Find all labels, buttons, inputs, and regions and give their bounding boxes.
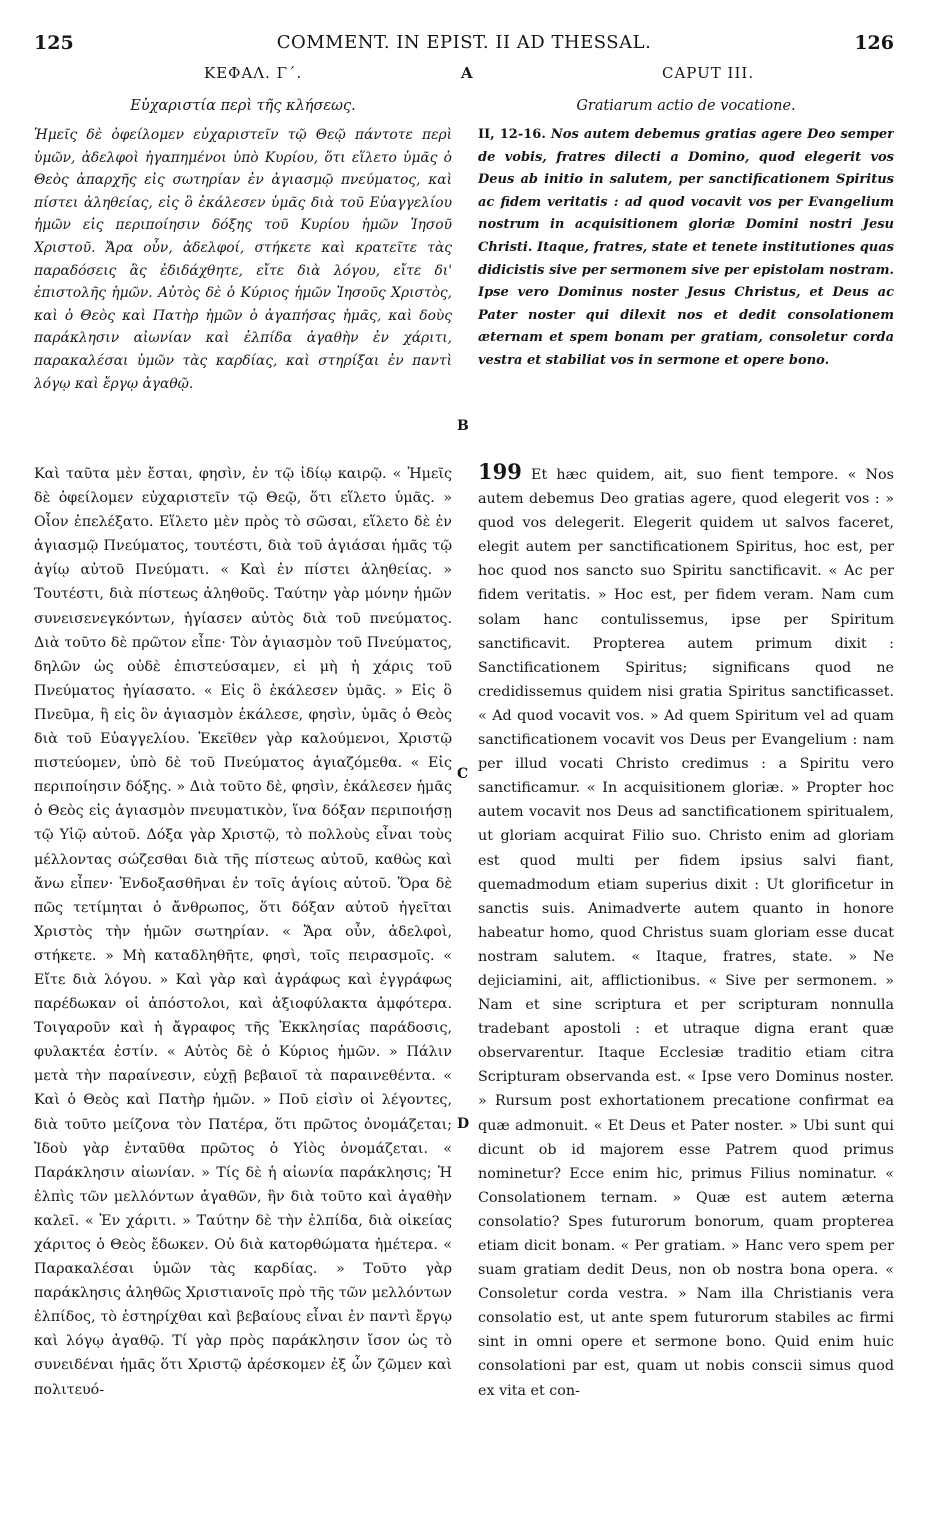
chapter-heading [34,64,894,88]
latin-commentary: Et hæc quidem, ait, suo fient tempore. « Nos autem debemus Deo gratias agere, quod elegerit vos : » quod vos delegerit. Elegerit quidem ut salvos faceret, elegit autem per sanctificationem Spiritus, hoc est, per hoc quod nos sancto suo Spiritu sanctificavit. « Ac per fidem veritatis. » Hoc est, per fidem veram. Nam cum solam hanc contulissemus, ipse per Spiritum sanctificavit. Propterea autem primum dixit : Sanctificationem Spiritus; significans quod ne credidissemus quidem nisi gratia Spiritus sanctificasset. « Ad quod vocavit vos. » Ad quem Spiritum vel ad quam sanctificationem vocavit vos Deus per Evangelium : nam per illud vocati Christo credimus : a Spiritu vero sanctificamur. « In acquisitionem gloriæ. » Propter hoc autem vocavit nos Deus ad sanctificationem spiritualem, ut gloriam acquirat Filio suo. Christo enim ad gloriam est quod multi per fidem ipsius salvi fiant, quemadmodum etiam superius dixit : Ut glorificetur in sanctis suis. Animadverte autem quanto in honore habeatur homo, quod Christus suam gloriam esse ducat nostram salutem. « Itaque, fratres, state. » Ne dejiciamini, ait, afflictionibus. « Sive per sermonem. » Nam et sine scriptura et per scripturam nonnulla tradebant apostoli : et utraque digna erant quæ observarentur. Itaque Ecclesiæ traditio etiam citra Scripturam observanda est. « Ipse vero Dominus noster. » Rursum post exhortationem precatione confirmat ea quæ admonuit. « Et Deus et Pater noster. » Ubi sunt qui dicunt ob id majorem esse Patrem quod primus nominetur? Ecce enim hic, primus Filius nominatur. « Consolationem ternam. » Quæ est autem æterna consolatio? Spes futurorum bonorum, quam propterea etiam dicit bonam. « Per gratiam. » Hanc vero spem per suam gratiam dedit Deus, non ob nostra bona opera. « Consoletur corda vestra. » Nam illa Christianis vera consolatio est, ut ante spem futurorum stabiles ac firmi sint in omni opere et sermone bono. Quid enim huic consolationi par est, quam ut nobis conscii simus quod ex vita et con- [478,467,894,1399]
running-title: COMMENT. IN EPIST. II AD THESSAL. [276,32,652,53]
greek-scripture-text: Ἡμεῖς δὲ ὀφείλομεν εὐχαριστεῖν τῷ Θεῷ πάντοτε περὶ ὑμῶν, ἀδελφοὶ ἠγαπημένοι ὑπὸ Κυρίου, ὅτι εἵλετο ὑμᾶς ὁ Θεὸς ἀπαρχῆς εἰς σωτηρίαν ἐν ἁγιασμῷ πνεύματος, καὶ πίστει ἀληθείας, εἰς ὃ ἐκάλεσεν ὑμᾶς διὰ τοῦ Εὐαγγελίου ἡμῶν εἰς περιποίησιν δόξης τοῦ Κυρίου ἡμῶν Ἰησοῦ Χριστοῦ. Ἄρα οὖν, ἀδελφοί, στήκετε καὶ κρατεῖτε τὰς παραδόσεις ἃς ἐδιδάχθητε, εἴτε διὰ λόγου, εἴτε δι' ἐπιστολῆς ἡμῶν. Αὐτὸς δὲ ὁ Κύριος ἡμῶν Ἰησοῦς Χριστὸς, καὶ ὁ Θεὸς καὶ Πατὴρ ἡμῶν ὁ ἀγαπήσας ἡμᾶς, καὶ δοὺς παράκλησιν αἰωνίαν καὶ ἐλπίδα ἀγαθὴν ἐν χάριτι, παρακαλέσαι ὑμῶν τὰς καρδίας, καὶ στηρίξαι ἐν παντὶ λόγῳ καὶ ἔργῳ ἀγαθῷ. [34,127,452,392]
latin-scripture-block [478,124,894,464]
left-page-number: 125 [34,32,74,54]
greek-commentary: Καὶ ταῦτα μὲν ἔσται, φησὶν, ἐν τῷ ἰδίῳ καιρῷ. « Ἡμεῖς δὲ ὀφείλομεν εὐχαριστεῖν τῷ Θεῷ, ὅτι εἵλετο ὑμᾶς. » Οἷον ἐπελέξατο. Εἵλετο μὲν πρὸς τὸ σῶσαι, εἵλετο δὲ ἐν ἁγιασμῷ Πνεύματος, τουτέστι, διὰ τοῦ ἁγιάσαι ἡμᾶς τῷ ἁγίῳ αὐτοῦ Πνεύματι. « Καὶ ἐν πίστει ἀληθείας. » Τουτέστι, διὰ πίστεως ἀληθοῦς. Ταύτην γὰρ μόνην ἡμῶν συνεισενεγκόντων, ἡγίασεν αὐτὸς διὰ τοῦ πνεύματος. Διὰ τοῦτο δὲ πρῶτον εἶπε· Τὸν ἁγιασμὸν τοῦ Πνεύματος, δηλῶν ὡς οὐδὲ ἐπιστεύσαμεν, εἰ μὴ ἡ χάρις τοῦ Πνεύματος ἡγίασατο. « Εἰς ὃ ἐκάλεσεν ὑμᾶς. » Εἰς ὃ Πνεῦμα, ἢ εἰς ὃν ἁγιασμὸν ἐκάλεσε, φησὶν, ὑμᾶς ὁ Θεὸς διὰ τοῦ Εὐαγγελίου. Ἐκεῖθεν γὰρ καλούμενοι, Χριστῷ πιστεύομεν, ὑπὸ δὲ τοῦ Πνεύματος ἁγιαζόμεθα. « Εἰς περιποίησιν δόξης. » Διὰ τοῦτο δὲ, φησὶν, ἐκάλεσεν ἡμᾶς ὁ Θεὸς εἰς ἁγιασμὸν πνευματικὸν, ἵνα δόξαν περιποιήσῃ τῷ Υἱῷ αὐτοῦ. Δόξα γὰρ Χριστῷ, τὸ πολλοὺς εἶναι τοὺς μέλλοντας σώζεσθαι διὰ τῆς πίστεως αὐτοῦ, καθὼς καὶ ἄνω εἶπεν· Ἐνδοξασθῆναι ἐν τοῖς ἁγίοις αὐτοῦ. Ὅρα δὲ πῶς τετίμηται ὁ ἄνθρωπος, ὅτι δόξαν αὐτοῦ ἡγεῖται Χριστὸς τὴν ἡμῶν σωτηρίαν. « Ἄρα οὖν, ἀδελφοὶ, στήκετε. » Μὴ καταδληθῆτε, φησὶ, τοῖς πειρασμοῖς. « Εἴτε διὰ λόγου. » Καὶ γὰρ καὶ ἀγράφως καὶ ἐγγράφως παρέδωκαν οἱ ἀπόστολοι, καὶ ἀξιοφύλακτα ἀμφότερα. Τοιγαροῦν καὶ ἡ ἄγραφος τῆς Ἐκκλησίας παράδοσις, φυλακτέα ἐστίν. « Αὐτὸς δὲ ὁ Κύριος ἡμῶν. » Πάλιν μετὰ τὴν παραίνεσιν, εὐχῇ βεβαιοῖ τὰ παραινεθέντα. « Καὶ ὁ Θεὸς καὶ Πατὴρ ἡμῶν. » Ποῦ εἰσὶν οἱ λέγοντες, διὰ τοῦτο μείζονα τὸν Πατέρα, ὅτι πρῶτος ὀνομάζεται; Ἰδοὺ γὰρ ἐνταῦθα πρῶτος ὁ Υἱὸς ὀνομάζεται. « Παράκλησιν αἰωνίαν. » Τίς δὲ ἡ αἰωνία παράκλησις; Ἡ ἐλπὶς τῶν μελλόντων ἀγαθῶν, ἣν διὰ τοῦτο καὶ ἀγαθὴν καλεῖ. « Ἐν χάριτι. » Ταύτην δὲ τὴν ἐλπίδα, διὰ οἰκείας χάριτος ὁ Θεὸς ἔδωκεν. Οὐ διὰ κατορθώματα ἡμέτερα. « Παρακαλέσαι ὑμῶν τὰς καρδίας. » Τοῦτο γὰρ παράκλησις ἀληθῶς Χριστιανοῖς πρὸ τῆς τῶν μελλόντων ἐλπίδος, τὸ ἑστηρίχθαι καὶ βεβαίους εἶναι ἐν παντὶ ἔργῳ καὶ λόγῳ ἀγαθῷ. Τί γὰρ πρὸς παράκλησιν ἴσον ὡς τὸ συνειδέναι ἡμᾶς ὅτι Χριστῷ ἀρέσκομεν ἐξ ὧν ζῶμεν καὶ πολιτευό- [34,466,452,1398]
section-marker-c: C [457,766,469,782]
section-marker-d: D [457,1116,470,1132]
chapter-greek: ΚΕΦΑΛ. Γ΄. [204,64,303,82]
latin-commentary-block [478,462,894,1502]
latin-section-title: Gratiarum actio de vocatione. [576,98,796,114]
latin-scripture-text: Nos autem debemus gratias agere Deo semper de vobis, fratres dilecti a Domino, quod elegerit vos Deus ab initio in salutem, per sanctificationem Spiritus ac fidem veritatis : ad quod vocavit vos per Evangelium nostrum in acquisitionem gloriæ Domini nostri Jesu Christi. Itaque, fratres, state et tenete institutiones quas didicistis sive per sermonem sive per epistolam nostram. Ipse vero Dominus noster Jesus Christus, et Deus ac Pater noster qui dilexit nos et dedit consolationem æternam et spem bonam per gratiam, consoletur corda vestra et stabiliat vos in sermone et opere bono. [478,127,894,368]
greek-section-title: Εὐχαριστία περὶ τῆς κλήσεως. [130,98,356,114]
running-head [34,32,894,58]
section-marker-a: A [461,64,473,82]
chapter-latin: CAPUT III. [662,64,755,82]
column-number: 199 [478,462,522,484]
verse-reference: II, 12-16. [478,127,546,142]
right-page-number: 126 [854,32,894,54]
section-marker-b: B [457,418,469,434]
